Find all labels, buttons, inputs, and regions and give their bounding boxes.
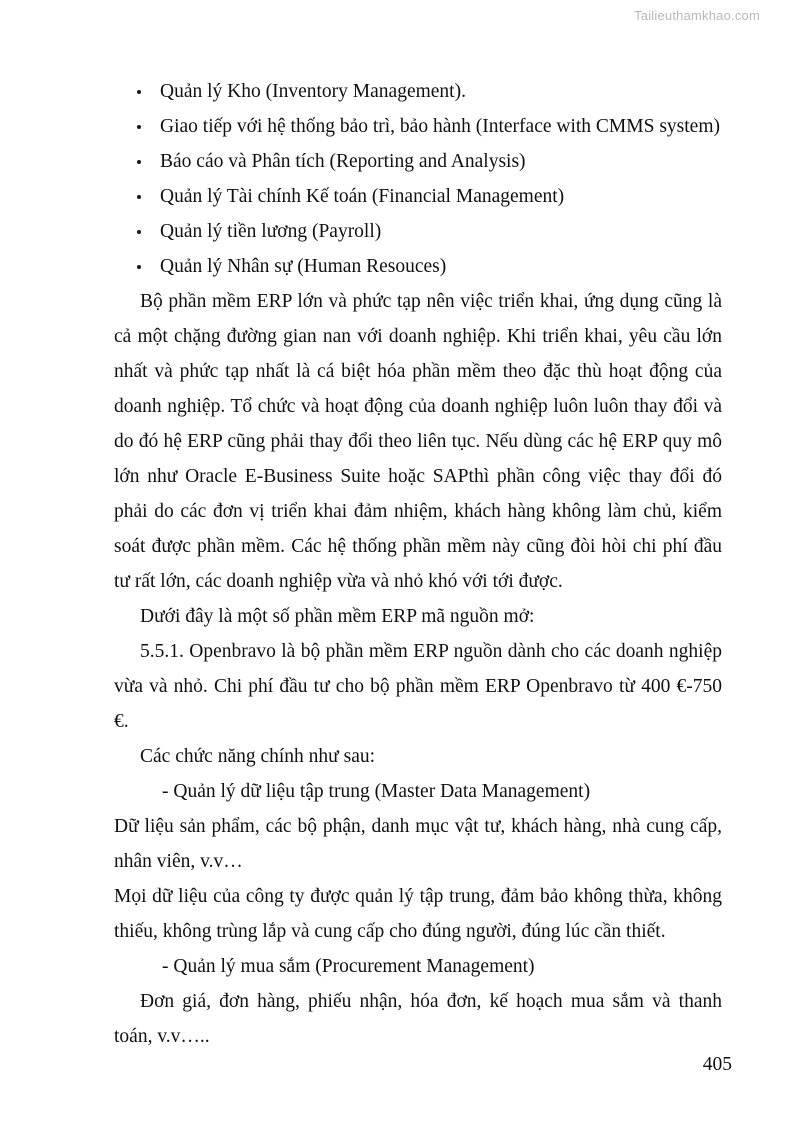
list-item-label: Quản lý Kho (Inventory Management). [160, 81, 466, 102]
watermark-label: Tailieuthamkhao.com [634, 8, 760, 23]
paragraph-erp-complexity: Bộ phần mềm ERP lớn và phức tạp nên việc triển khai, ứng dụng cũng là cả một chặng đường gian nan với doanh nghiệp. Khi triển khai, yêu cầu lớn nhất và phức tạp nhất là cá biệt hóa phần mềm theo đặc thù hoạt động của doanh nghiệp. Tổ chức và hoạt động của doanh nghiệp luôn luôn thay đổi và do đó hệ ERP cũng phải thay đổi theo liên tục. Nếu dùng các hệ ERP quy mô lớn như Oracle E-Business Suite hoặc SAPthì phần công việc thay đổi đó phải do các đơn vị triển khai đảm nhiệm, khách hàng không làm chủ, kiểm soát được phần mềm. Các hệ thống phần mềm này cũng đòi hòi chi phí đầu tư rất lớn, các doanh nghiệp vừa và nhỏ khó với tới được. [114, 291, 722, 592]
bullet-icon [137, 214, 142, 249]
list-item [114, 109, 722, 144]
list-item [114, 179, 722, 214]
document-content [114, 74, 722, 1054]
bullet-icon [137, 74, 142, 109]
paragraph-master-data-body-2: Mọi dữ liệu của công ty được quản lý tập trung, đảm bảo không thừa, không thiếu, không trùng lắp và cung cấp cho đúng người, đúng lúc cần thiết. [114, 886, 722, 942]
list-item [114, 144, 722, 179]
list-item [114, 74, 722, 109]
list-item [114, 214, 722, 249]
paragraph-openbravo-section: 5.5.1. Openbravo là bộ phần mềm ERP nguồn dành cho các doanh nghiệp vừa và nhỏ. Chi phí đầu tư cho bộ phần mềm ERP Openbravo từ 400 €-750 €. [114, 641, 722, 732]
bullet-icon [137, 249, 142, 284]
paragraph-procurement-body: Đơn giá, đơn hàng, phiếu nhận, hóa đơn, kế hoạch mua sắm và thanh toán, v.v….. [114, 991, 722, 1047]
list-item-label: Quản lý Nhân sự (Human Resouces) [160, 256, 447, 277]
paragraph-opensource-intro: Dưới đây là một số phần mềm ERP mã nguồn mở: [140, 606, 535, 627]
paragraph-master-data-body-1: Dữ liệu sản phẩm, các bộ phận, danh mục vật tư, khách hàng, nhà cung cấp, nhân viên, v.v… [114, 816, 722, 872]
list-item-label: Quản lý Tài chính Kế toán (Financial Management) [160, 186, 565, 207]
list-item-label: Giao tiếp với hệ thống bảo trì, bảo hành (Interface with CMMS system) [160, 116, 720, 137]
bullet-icon [137, 109, 142, 144]
erp-module-bullet-list [114, 74, 722, 284]
subheading-master-data-management: - Quản lý dữ liệu tập trung (Master Data Management) [162, 781, 591, 802]
page-number: 405 [702, 1054, 732, 1075]
subheading-procurement-management: - Quản lý mua sắm (Procurement Management) [162, 956, 535, 977]
list-item [114, 249, 722, 284]
paragraph-features-heading: Các chức năng chính như sau: [140, 746, 376, 767]
list-item-label: Báo cáo và Phân tích (Reporting and Analysis) [160, 151, 526, 172]
bullet-icon [137, 179, 142, 214]
bullet-icon [137, 144, 142, 179]
list-item-label: Quản lý tiền lương (Payroll) [160, 221, 382, 242]
